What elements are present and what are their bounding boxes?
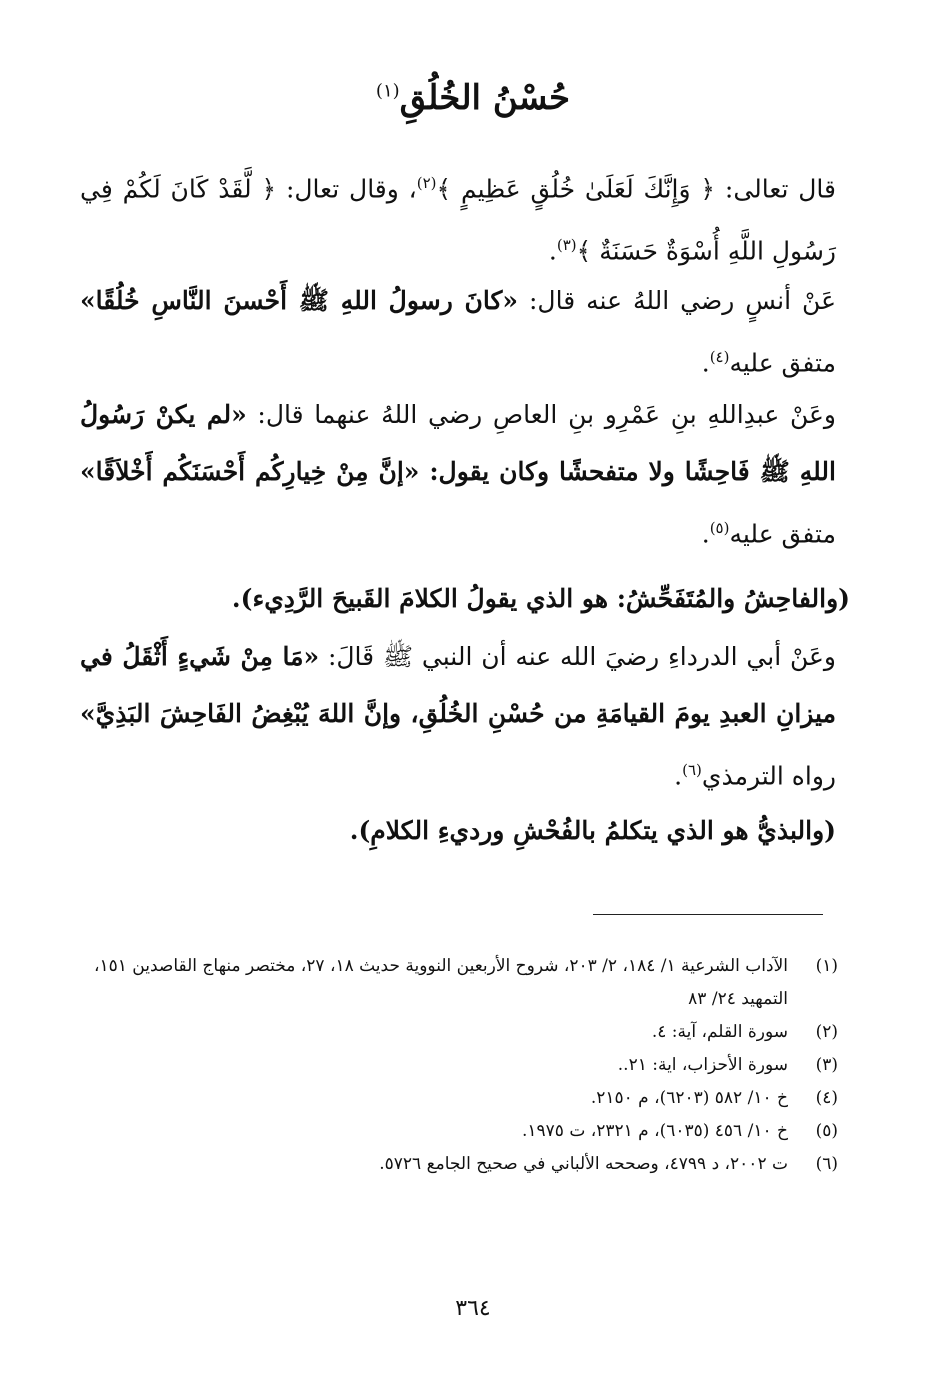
chapter-title — [0, 78, 946, 118]
chapter-title-text: حُسْنُ الخُلُقِ — [399, 78, 571, 118]
footnote-6 — [80, 1148, 838, 1181]
footnote-text: سورة القلم، آية: ٤. — [651, 1022, 788, 1042]
paragraph-1-lead: قال تعالى: ﴿ وَإِنَّكَ لَعَلَىٰ خُلُقٍ عَظِيمٍ ﴾ — [436, 174, 836, 204]
footnote-ref-2: (٢) — [416, 174, 437, 192]
paragraph-4-lead: وعَنْ أبي الدرداءِ رضيَ الله عنه أن النبي ﷺ قَالَ: — [319, 642, 836, 671]
footnote-1 — [80, 950, 838, 1016]
footnote-2 — [80, 1016, 838, 1049]
paragraph-4-hadith: «مَا مِنْ شَيءٍ أَثْقَلُ في ميزانِ العبدِ يومَ القيامَةِ من حُسْنِ الخُلُقِ، وإنَّ اللهَ يُبْغِضُ الفَاحِشَ البَذِيَّ» — [80, 642, 836, 728]
paragraph-1-mid: ، وقال تعال: ﴿ لَّقَدْ كَانَ لَكُمْ فِي رَسُولِ اللَّهِ أُسْوَةٌ حَسَنَةٌ ﴾ — [80, 174, 836, 266]
footnote-number: (٦) — [815, 1154, 838, 1174]
page-number: ٣٦٤ — [455, 1296, 491, 1321]
footnote-4 — [80, 1082, 838, 1115]
footnote-text: ت ٢٠٠٢، د ٤٧٩٩، وصححه الألباني في صحيح الجامع ٥٧٢٦. — [379, 1154, 788, 1174]
footnote-number: (٥) — [815, 1121, 838, 1141]
definition-fahish: (والفاحِشُ والمُتَفَحِّشُ: هو الذي يقولُ الكلامَ القَبيحَ الرَّدِيء). — [231, 584, 850, 613]
paragraph-2-source: متفق عليه — [729, 348, 836, 378]
footnote-ref-6: (٦) — [682, 761, 702, 779]
paragraph-3-source: متفق عليه — [729, 519, 836, 549]
footnote-ref-4: (٤) — [709, 348, 730, 366]
paragraph-anas-hadith — [80, 272, 836, 391]
paragraph-3-lead: وعَنْ عبدِاللهِ بنِ عَمْرِو بنِ العاصِ رضي اللهُ عنهما قال: — [246, 400, 836, 429]
paragraph-3-end: . — [701, 519, 710, 549]
footnote-ref-5: (٥) — [709, 519, 730, 537]
footnote-ref-3: (٣) — [556, 236, 577, 255]
chapter-title-footnote-ref: (١) — [375, 80, 400, 102]
paragraph-abdullah-hadith — [80, 386, 836, 562]
footnote-number: (٤) — [815, 1088, 838, 1108]
footnote-number: (٢) — [815, 1022, 838, 1042]
paragraph-quran-verses — [80, 155, 836, 280]
paragraph-4-source: رواه الترمذي — [701, 761, 836, 791]
footnote-number: (١) — [815, 956, 838, 976]
paragraph-3-hadith: «لم يكنْ رَسُولُ اللهِ ﷺ فَاحِشًا ولا متفحشًا وكان يقول: «إنَّ مِنْ خِيارِكُم أَحْسَنَكُم أَخْلاَقًا» — [80, 400, 836, 486]
definition-badhi: (والبذيُّ هو الذي يتكلمُ بالفُحْشِ ورديءِ الكلامِ). — [349, 816, 836, 845]
footnote-text: سورة الأحزاب، اية: ٢١.. — [617, 1055, 788, 1075]
footnote-5 — [80, 1115, 838, 1148]
paragraph-1-tail: . — [548, 236, 557, 266]
footnote-separator — [593, 914, 823, 915]
footnote-3 — [80, 1049, 838, 1082]
footnote-text: خ ١٠/ ٤٥٦ (٦٠٣٥)، م ٢٣٢١، ت ١٩٧٥. — [521, 1121, 788, 1141]
paragraph-2-lead: عَنْ أنسٍ رضي اللهُ عنه قال: — [518, 286, 836, 315]
footnote-text: خ ١٠/ ٥٨٢ (٦٢٠٣)، م ٢١٥٠. — [590, 1088, 788, 1108]
footnote-text: الآداب الشرعية ١/ ١٨٤، ٢/ ٢٠٣، شروح الأربعين النووية حديث ١٨، ٢٧، مختصر منهاج القاصدين ١٥١، التمهيد ٢٤/ ٨٣ — [94, 956, 788, 1009]
paragraph-2-hadith: «كانَ رسولُ اللهِ ﷺ أَحْسنَ النَّاسِ خُلُقًا» — [80, 286, 519, 315]
paragraph-2-end: . — [701, 348, 710, 378]
paragraph-abu-darda-hadith — [80, 628, 836, 804]
footnotes — [80, 950, 838, 1181]
footnote-number: (٣) — [815, 1055, 838, 1075]
paragraph-4-end: . — [674, 761, 683, 791]
